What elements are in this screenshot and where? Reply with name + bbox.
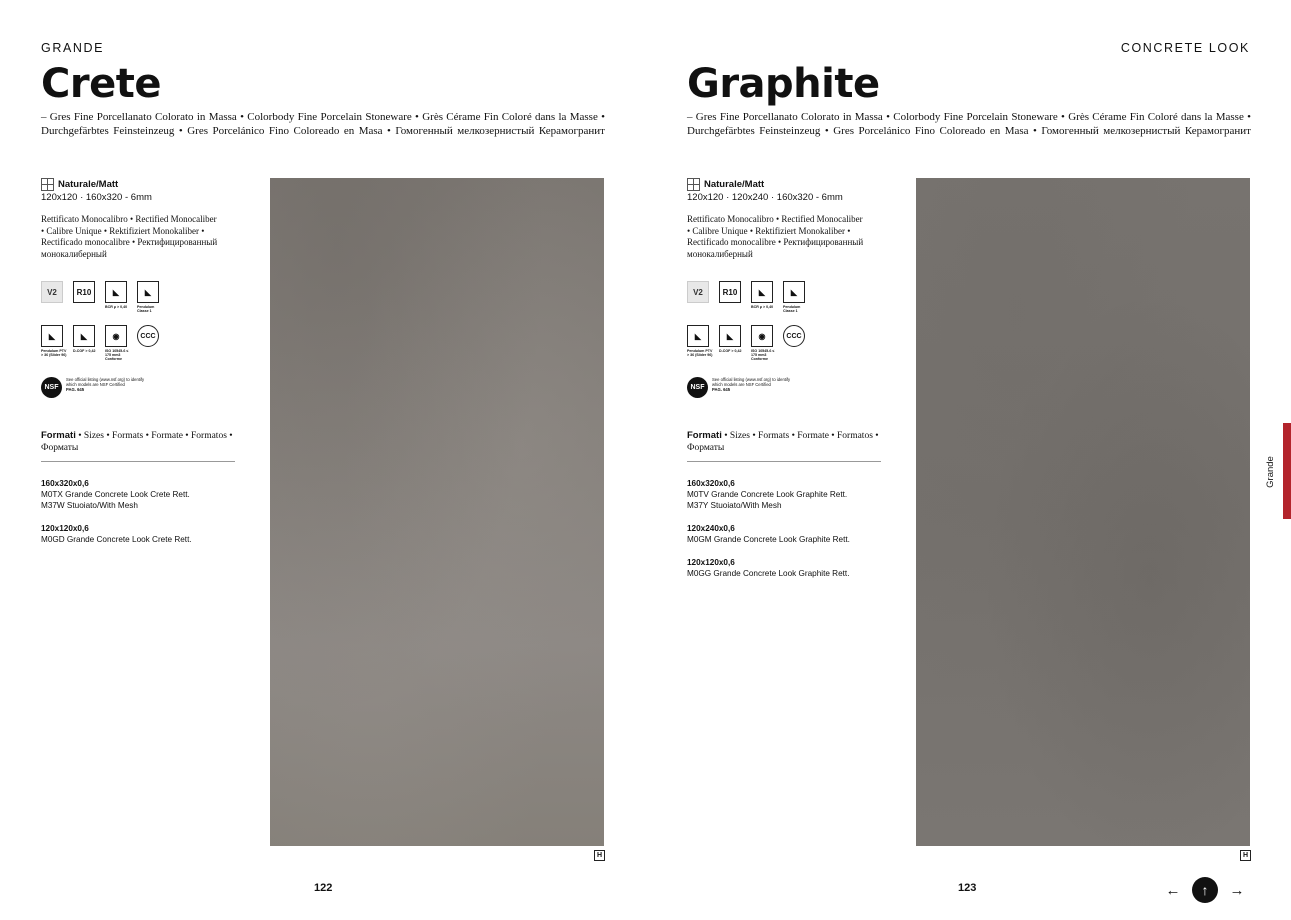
nsf-page: PAG. 645 — [66, 387, 85, 393]
iso-abrasion-icon: ◉ — [751, 325, 773, 347]
rectified-note: Rettificato Monocalibro • Rectified Monocaliber • Calibre Unique • Rektifiziert Monokaliber • Rectificado monocalibre • Ректифицированный монокалиберный — [687, 214, 864, 259]
shade-variation-icon: V2 — [687, 281, 709, 303]
list-item: 120x120x0,6 M0GG Grande Concrete Look Graphite Rett. — [687, 558, 850, 578]
pendulum-ptv-icon: ◣ — [687, 325, 709, 347]
slip-r10-icon: R10 — [73, 281, 95, 303]
series-kicker: GRANDE — [41, 41, 105, 55]
nsf-block — [41, 377, 146, 398]
cert-row-1: V2 R10 ◣ BCR μ > 0,40 ◣ Pendulum Classe 1 — [41, 281, 159, 313]
finish-sizes: 120x120 · 160x320 - 6mm — [41, 192, 152, 203]
tile-image-crete — [270, 178, 604, 846]
page-number: 123 — [958, 882, 977, 894]
nsf-page: PAG. 645 — [712, 387, 731, 393]
pendulum-class-icon: ◣ — [137, 281, 159, 303]
ccc-icon: CCC — [783, 325, 805, 347]
finish-name: Naturale/Matt — [704, 179, 765, 190]
nsf-text: See official listing (www.nsf.org) to identify which models are NSF Certified — [712, 377, 791, 388]
bcr-icon: ◣ — [105, 281, 127, 303]
pendulum-class-icon: ◣ — [783, 281, 805, 303]
shade-variation-icon: V2 — [41, 281, 63, 303]
formats-heading: Formati • Sizes • Formats • Formate • Formatos • Форматы — [687, 430, 881, 462]
finish-icon — [41, 178, 54, 191]
left-page — [0, 0, 645, 920]
list-item: 120x240x0,6 M0GM Grande Concrete Look Graphite Rett. — [687, 524, 850, 544]
bcr-icon: ◣ — [751, 281, 773, 303]
slip-r10-icon: R10 — [719, 281, 741, 303]
product-title: Graphite — [687, 61, 880, 107]
material-description: – Gres Fine Porcellanato Colorato in Massa • Colorbody Fine Porcelain Stoneware • Grès Cérame Fin Coloré dans la Masse • Durchgefärbtes Feinsteinzeug • Gres Porcelánico Fino Coloreado en Masa • Гомогенный мелкозернистый Керамогранит — [41, 111, 605, 137]
nsf-logo-icon: NSF — [687, 377, 708, 398]
nsf-logo-icon: NSF — [41, 377, 62, 398]
page-number: 122 — [314, 882, 333, 894]
article-list — [687, 478, 927, 591]
series-kicker: CONCRETE LOOK — [1120, 41, 1250, 55]
formats-heading: Formati • Sizes • Formats • Formate • Formatos • Форматы — [41, 430, 235, 462]
nsf-text: See official listing (www.nsf.org) to identify which models are NSF Certified — [66, 377, 145, 388]
finish-block — [41, 178, 152, 203]
nsf-block — [687, 377, 792, 398]
material-description: – Gres Fine Porcellanato Colorato in Massa • Colorbody Fine Porcelain Stoneware • Grès Cérame Fin Coloré dans la Masse • Durchgefärbtes Feinsteinzeug • Gres Porcelánico Fino Coloreado en Masa • Гомогенный мелкозернистый Керамогранит — [687, 111, 1251, 137]
list-item: 120x120x0,6 M0GD Grande Concrete Look Crete Rett. — [41, 524, 192, 544]
dcof-icon: ◣ — [719, 325, 741, 347]
cert-row-2: ◣ Pendulum PTV > 36 (Slider 96) ◣ D-COF > 0,42 ◉ ISO 10545-6 ≤ 175 mm3 Conforme CCC — [687, 325, 805, 362]
finish-sizes: 120x120 · 120x240 · 160x320 - 6mm — [687, 192, 843, 203]
section-tab[interactable] — [1283, 423, 1291, 519]
iso-abrasion-icon: ◉ — [105, 325, 127, 347]
previous-page-button[interactable]: ← — [1165, 881, 1181, 899]
finish-icon — [687, 178, 700, 191]
product-title: Crete — [41, 61, 161, 107]
tile-badge: H — [1240, 850, 1251, 861]
pendulum-ptv-icon: ◣ — [41, 325, 63, 347]
tile-image-graphite — [916, 178, 1250, 846]
finish-block — [687, 178, 843, 203]
back-to-top-button[interactable]: ↑ — [1192, 877, 1218, 903]
section-tab-label[interactable]: Grande — [1264, 456, 1276, 488]
finish-name: Naturale/Matt — [58, 179, 119, 190]
cert-row-1: V2 R10 ◣ BCR μ > 0,40 ◣ Pendulum Classe 1 — [687, 281, 805, 313]
list-item: 160x320x0,6 M0TX Grande Concrete Look Crete Rett. M37W Stuoiato/With Mesh — [41, 479, 190, 510]
tile-badge: H — [594, 850, 605, 861]
article-list — [41, 478, 281, 557]
cert-row-2: ◣ Pendulum PTV > 36 (Slider 96) ◣ D-COF > 0,42 ◉ ISO 10545-6 ≤ 175 mm3 Conforme CCC — [41, 325, 159, 362]
page-navigation — [1164, 877, 1246, 903]
next-page-button[interactable]: → — [1229, 881, 1245, 899]
rectified-note: Rettificato Monocalibro • Rectified Monocaliber • Calibre Unique • Rektifiziert Monokaliber • Rectificado monocalibre • Ректифицированный монокалиберный — [41, 214, 218, 259]
dcof-icon: ◣ — [73, 325, 95, 347]
ccc-icon: CCC — [137, 325, 159, 347]
list-item: 160x320x0,6 M0TV Grande Concrete Look Graphite Rett. M37Y Stuoiato/With Mesh — [687, 479, 848, 510]
right-page — [646, 0, 1291, 920]
